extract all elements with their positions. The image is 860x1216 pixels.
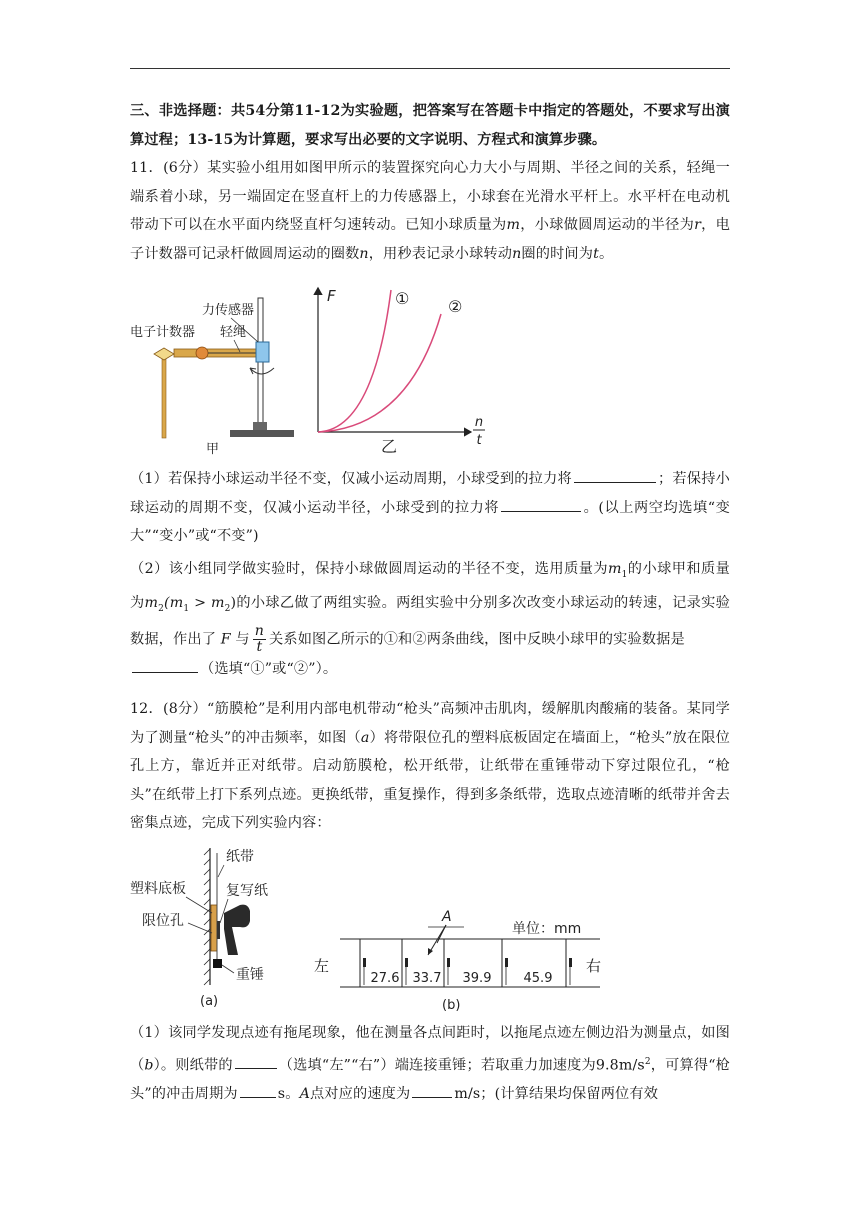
label-rope: 轻绳 [220,325,247,340]
caption-b: (b) [442,998,461,1013]
answer-blank-12-1a[interactable] [235,1053,277,1069]
q12-stem: 12．(8分）“筋膜枪”是利用内部电机带动“枪头”高频冲击肌肉，缓解肌肉酸痛的装备。某同学为了测量“枪头”的冲击频率，如图（a）将带限位孔的塑料底板固定在墙面上，“枪头”放在限位孔上方，靠近并正对纸带。启动筋膜枪，松开纸带，让纸带在重锤带动下穿过限位孔，“枪头”在纸带上打下系列点迹。更换纸带，重复操作，得到多条纸带，选取点迹清晰的纸带并舍去密集点迹，完成下列实验内容： [130,701,730,832]
section-heading: 三、非选择题：共54分第11-12为实验题，把答案写在答题卡中指定的答题处，不要求写出演算过程；13-15为计算题，要求写出必要的文字说明、方程式和演算步骤。 [130,103,730,148]
segment-value: 27.6 [370,971,400,986]
plastic-board [211,905,217,951]
caption-yi: 乙 [381,437,398,455]
caption-a: (a) [200,994,219,1008]
label-tape: 纸带 [226,849,254,865]
dot-mark [569,958,572,967]
carbon-paper [217,921,220,939]
q11-stem: 11．(6分）某实验小组用如图甲所示的装置探究向心力大小与周期、半径之间的关系，轻绳一端系着小球，另一端固定在竖直杆上的力传感器上，小球套在光滑水平杆上。水平杆在电动机带动下可以在水平面内绕竖直杆匀速转动。已知小球质量为m，小球做圆周运动的半径为r，电子计数器可记录杆做圆周运动的圈数n，用秒表记录小球转动n圈的时间为t。 [130,160,730,262]
label-weight: 重锤 [236,967,264,983]
answer-blank-11-2[interactable] [132,657,198,673]
label-A: A [442,909,452,925]
weight [213,959,222,968]
fraction-n-over-t: $\frac{n}{t}$ [254,622,265,655]
figure-yi [303,280,503,455]
massage-gun [224,905,250,955]
curve-1-label: ① [395,289,410,308]
x-label-num: n [474,415,484,430]
dot-mark [447,958,450,967]
answer-blank-12-1c[interactable] [412,1082,452,1098]
figure-a [128,843,298,1008]
force-sensor [256,342,269,362]
label-counter: 电子计数器 [130,325,196,340]
dot-mark [363,958,366,967]
figure-b [310,905,620,1015]
unit-label: 单位：mm [512,921,582,937]
label-board: 塑料底板 [130,881,186,897]
x-label-den: t [476,433,482,448]
answer-blank-11-1b[interactable] [501,496,581,512]
curve-2-label: ② [448,297,463,316]
curve-1 [318,290,391,432]
q12-part1: （1）该同学发现点迹有拖尾现象，他在测量各点间距时，以拖尾点迹左侧边沿为测量点，如图（b）。则纸带的 （选填“左”“右”）端连接重锤；若取重力加速度为$9.8m/s^2$，可算得“枪头”的冲击周期为 s。A点对应的速度为 m/s；(计算结果均保留两位有效 [130,1025,730,1102]
segment-value: 33.7 [412,971,442,986]
right-label: 右 [586,957,602,975]
ball [196,347,208,359]
q11-part2: （2）该小组同学做实验时，保持小球做圆周运动的半径不变，选用质量为$m_1$的小球甲和质量为$m_2(m_1 > m_2)$的小球乙做了两组实验。两组实验中分别多次改变小球运动的转速，记录实验数据，作出了 F 与 $\frac{n}{t}$ 关系如图乙所示的①和②两条曲线，图中反映小球甲的实验数据是 （选填“①”或“②”）。 [130,561,730,677]
caption-jia: 甲 [206,442,220,457]
electronic-counter [154,348,174,360]
header-rule [130,68,730,69]
segment-value: 45.9 [523,971,553,986]
label-force-sensor: 力传感器 [202,303,255,318]
stand-foot [253,422,267,430]
dot-mark [405,958,408,967]
q11-part1: （1）若保持小球运动半径不变，仅减小运动周期，小球受到的拉力将 ；若保持小球运动的周期不变，仅减小运动半径，小球受到的拉力将 。(以上两空均选填“变大”“变小”或“不变”) [130,465,730,551]
counter-post [162,354,166,438]
figure-jia [128,290,303,460]
y-label: F [327,287,336,305]
curve-2 [318,314,441,432]
label-hole: 限位孔 [142,913,184,929]
answer-blank-11-1a[interactable] [574,467,656,483]
dot-mark [505,958,508,967]
label-carbon: 复写纸 [226,883,268,899]
stand-base [230,430,294,437]
left-label: 左 [314,957,330,975]
answer-blank-12-1b[interactable] [240,1082,276,1098]
segment-value: 39.9 [462,971,492,986]
